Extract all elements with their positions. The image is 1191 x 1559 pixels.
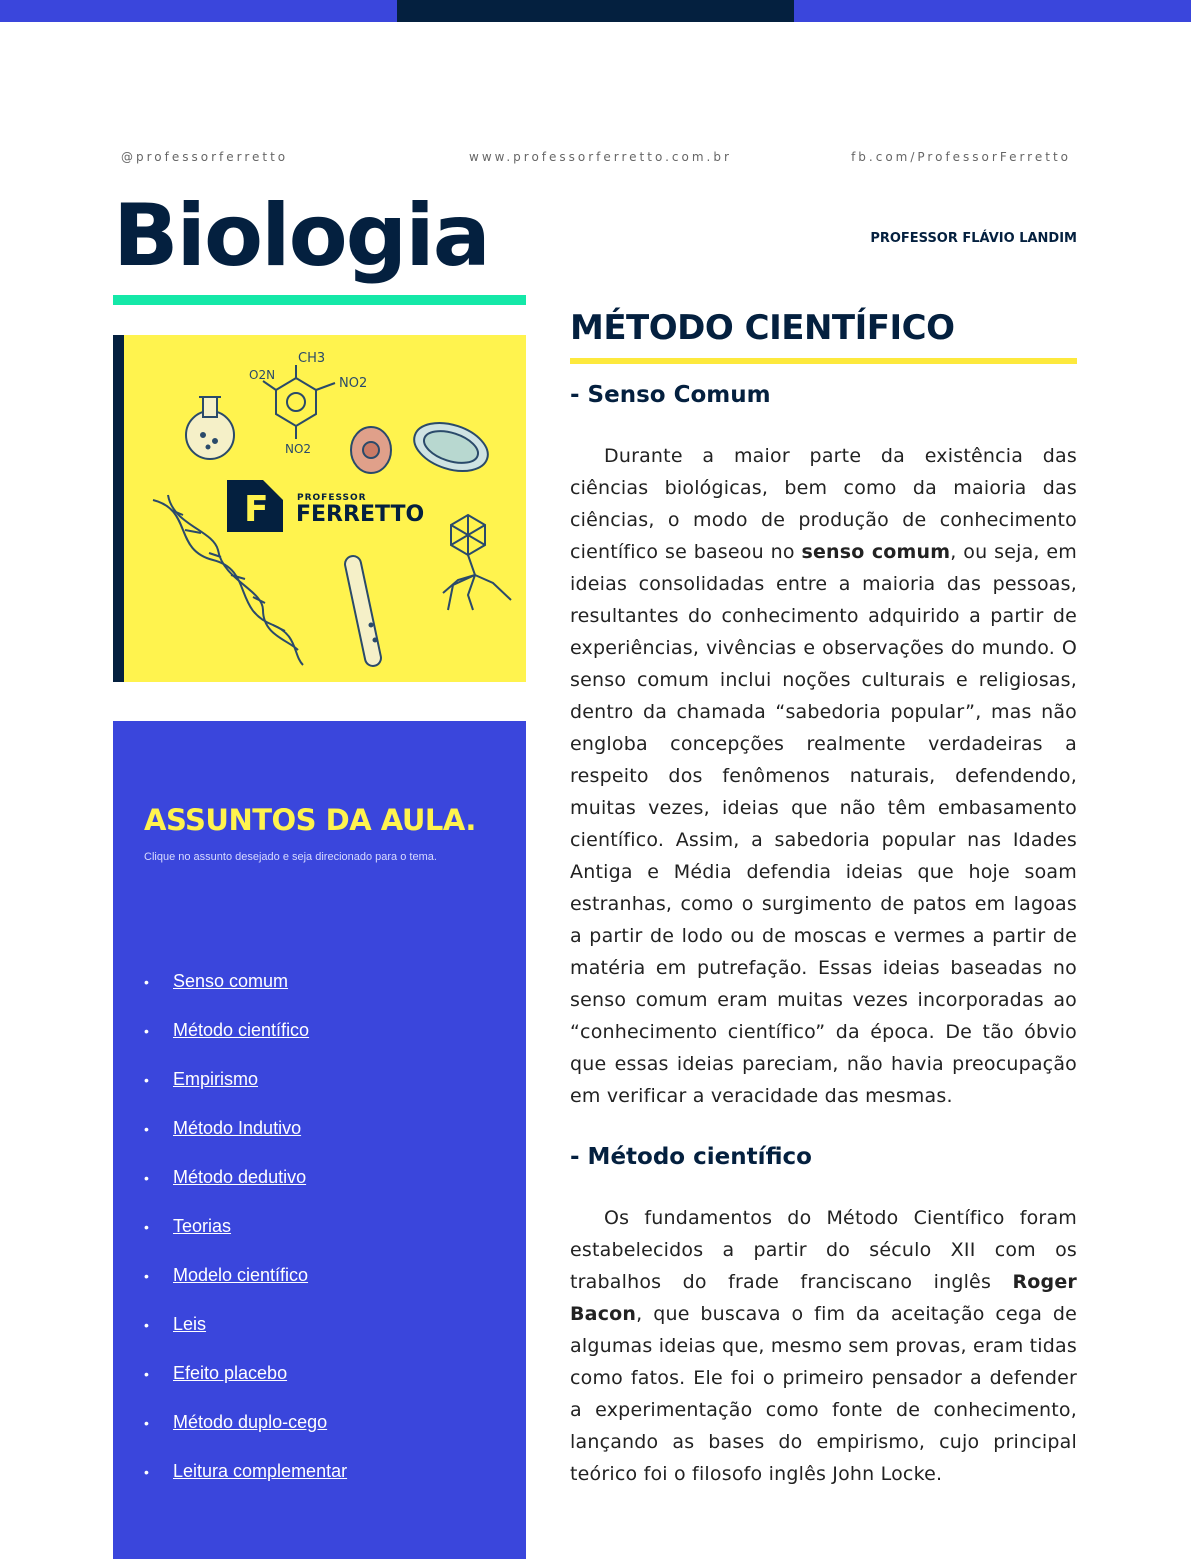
- paragraph-senso-comum: [570, 440, 1077, 1112]
- topic-item-empirismo: [144, 1055, 347, 1104]
- paragraph-senso-comum-part2: , ou seja, em ideias consolidadas entre a maioria das pessoas, resultantes do conhecimento adquirido a partir de experiências, vivências e observações do mundo. O senso comum inclui noções culturais e religiosas, dentro da chamada “sabedoria popular”, mas não engloba concepções realmente verdadeiras a respeito dos fenômenos naturais, defendendo, muitas vezes, ideias que não têm embasamento científico. Assim, a sabedoria popular nas Idades Antiga e Média defendia ideias que hoje soam estranhas, como o surgimento de patos em lagoas a partir de lodo ou de moscas e vermes a partir de matéria em putrefação. Essas ideias baseadas no senso comum eram muitas vezes incorporadas ao “conhecimento científico” da época. De tão óbvio que essas ideias pareciam, não havia preocupação em verificar a veracidade das mesmas.: [570, 541, 1077, 1107]
- ferretto-logo: [227, 480, 424, 532]
- petri-dish-icon: [408, 414, 494, 479]
- cell-icon: [351, 427, 391, 473]
- paragraph-metodo-part2: , que buscava o fim da aceitação cega de algumas ideias que, mesmo sem provas, eram tidas como fatos. Ele foi o primeiro pensador a defender a experimentação como fonte de conhecimento, lançando as bases do empirismo, cujo principal teórico foi o filosofo inglês John Locke.: [570, 1303, 1077, 1485]
- hero-illustration: [113, 335, 526, 682]
- topic-link-leitura-complementar[interactable]: Leitura complementar: [173, 1461, 348, 1481]
- top-bar-segment-right: [794, 0, 1191, 22]
- topics-heading: ASSUNTOS DA AULA.: [144, 803, 476, 837]
- paragraph-metodo-part1: Os fundamentos do Método Científico foram estabelecidos a partir do século XII com os trabalhos do frade franciscano inglês: [570, 1207, 1077, 1293]
- topic-link-metodo-indutivo[interactable]: Método Indutivo: [173, 1118, 302, 1138]
- test-tube-icon: [344, 555, 383, 668]
- topic-item-metodo-cientifico: [144, 1006, 347, 1055]
- bullet-icon: •: [144, 1071, 149, 1088]
- bullet-icon: •: [144, 1316, 149, 1333]
- bullet-icon: •: [144, 1120, 149, 1137]
- topic-item-leitura-complementar: [144, 1447, 347, 1496]
- topic-link-teorias[interactable]: Teorias: [173, 1216, 232, 1236]
- article: [570, 300, 1077, 1490]
- molecule-label-ch3: CH3: [298, 351, 326, 366]
- bullet-icon: •: [144, 973, 149, 990]
- paragraph-metodo-bold: Roger Bacon: [570, 1271, 1077, 1325]
- article-title: MÉTODO CIENTÍFICO: [570, 308, 955, 348]
- topic-item-senso-comum: [144, 957, 347, 1006]
- topic-link-modelo-cientifico[interactable]: Modelo científico: [173, 1265, 309, 1285]
- website-url: www.professorferretto.com.br: [469, 150, 732, 164]
- section-heading-senso-comum: - Senso Comum: [570, 382, 771, 408]
- bullet-icon: •: [144, 1365, 149, 1382]
- paragraph-senso-comum-bold: senso comum: [801, 541, 951, 563]
- topic-item-metodo-indutivo: [144, 1104, 347, 1153]
- logo-letter: F: [244, 489, 269, 530]
- topic-link-senso-comum[interactable]: Senso comum: [173, 971, 289, 991]
- molecule-label-no2-right: NO2: [339, 376, 368, 391]
- subject-title: Biologia: [113, 186, 489, 286]
- molecule-icon: [249, 351, 367, 456]
- bullet-icon: •: [144, 1022, 149, 1039]
- facebook-url: fb.com/ProfessorFerretto: [851, 150, 1071, 164]
- topic-link-empirismo[interactable]: Empirismo: [173, 1069, 259, 1089]
- virus-icon: [443, 515, 511, 610]
- logo-small-text: PROFESSOR: [297, 493, 367, 503]
- topic-link-leis[interactable]: Leis: [173, 1314, 207, 1334]
- topic-link-metodo-duplo-cego[interactable]: Método duplo-cego: [173, 1412, 328, 1432]
- article-title-underline: [570, 358, 1077, 364]
- topic-item-metodo-dedutivo: [144, 1153, 347, 1202]
- topic-item-efeito-placebo: [144, 1349, 347, 1398]
- paragraph-senso-comum-part1: Durante a maior parte da existência das ciências biológicas, bem como da maioria das ciências, o modo de produção de conhecimento científico se baseou no: [570, 445, 1077, 563]
- topics-panel: [113, 721, 526, 1559]
- instagram-handle: @professorferretto: [121, 150, 289, 164]
- section-heading-metodo-cientifico: - Método científico: [570, 1144, 812, 1170]
- science-doodles-icon: [113, 335, 526, 682]
- topics-list: [144, 957, 347, 1496]
- molecule-label-o2n: O2N: [249, 368, 276, 382]
- top-color-bar: [0, 0, 1191, 22]
- paragraph-metodo-cientifico: [570, 1202, 1077, 1490]
- logo-big-text: FERRETTO: [296, 502, 425, 527]
- top-bar-segment-left: [0, 0, 397, 22]
- topic-link-metodo-cientifico[interactable]: Método científico: [173, 1020, 310, 1040]
- topic-item-teorias: [144, 1202, 347, 1251]
- top-bar-segment-center: [397, 0, 794, 22]
- bullet-icon: •: [144, 1218, 149, 1235]
- bullet-icon: •: [144, 1414, 149, 1431]
- bullet-icon: •: [144, 1169, 149, 1186]
- topic-item-modelo-cientifico: [144, 1251, 347, 1300]
- professor-name: PROFESSOR FLÁVIO LANDIM: [870, 231, 1077, 246]
- topic-item-metodo-duplo-cego: [144, 1398, 347, 1447]
- bullet-icon: •: [144, 1463, 149, 1480]
- topics-note: Clique no assunto desejado e seja direcionado para o tema.: [144, 851, 437, 863]
- topic-link-efeito-placebo[interactable]: Efeito placebo: [173, 1363, 288, 1383]
- subject-underline: [113, 295, 526, 305]
- molecule-label-no2-bottom: NO2: [285, 442, 312, 456]
- flask-icon: [186, 397, 234, 459]
- topic-link-metodo-dedutivo[interactable]: Método dedutivo: [173, 1167, 307, 1187]
- topic-item-leis: [144, 1300, 347, 1349]
- bullet-icon: •: [144, 1267, 149, 1284]
